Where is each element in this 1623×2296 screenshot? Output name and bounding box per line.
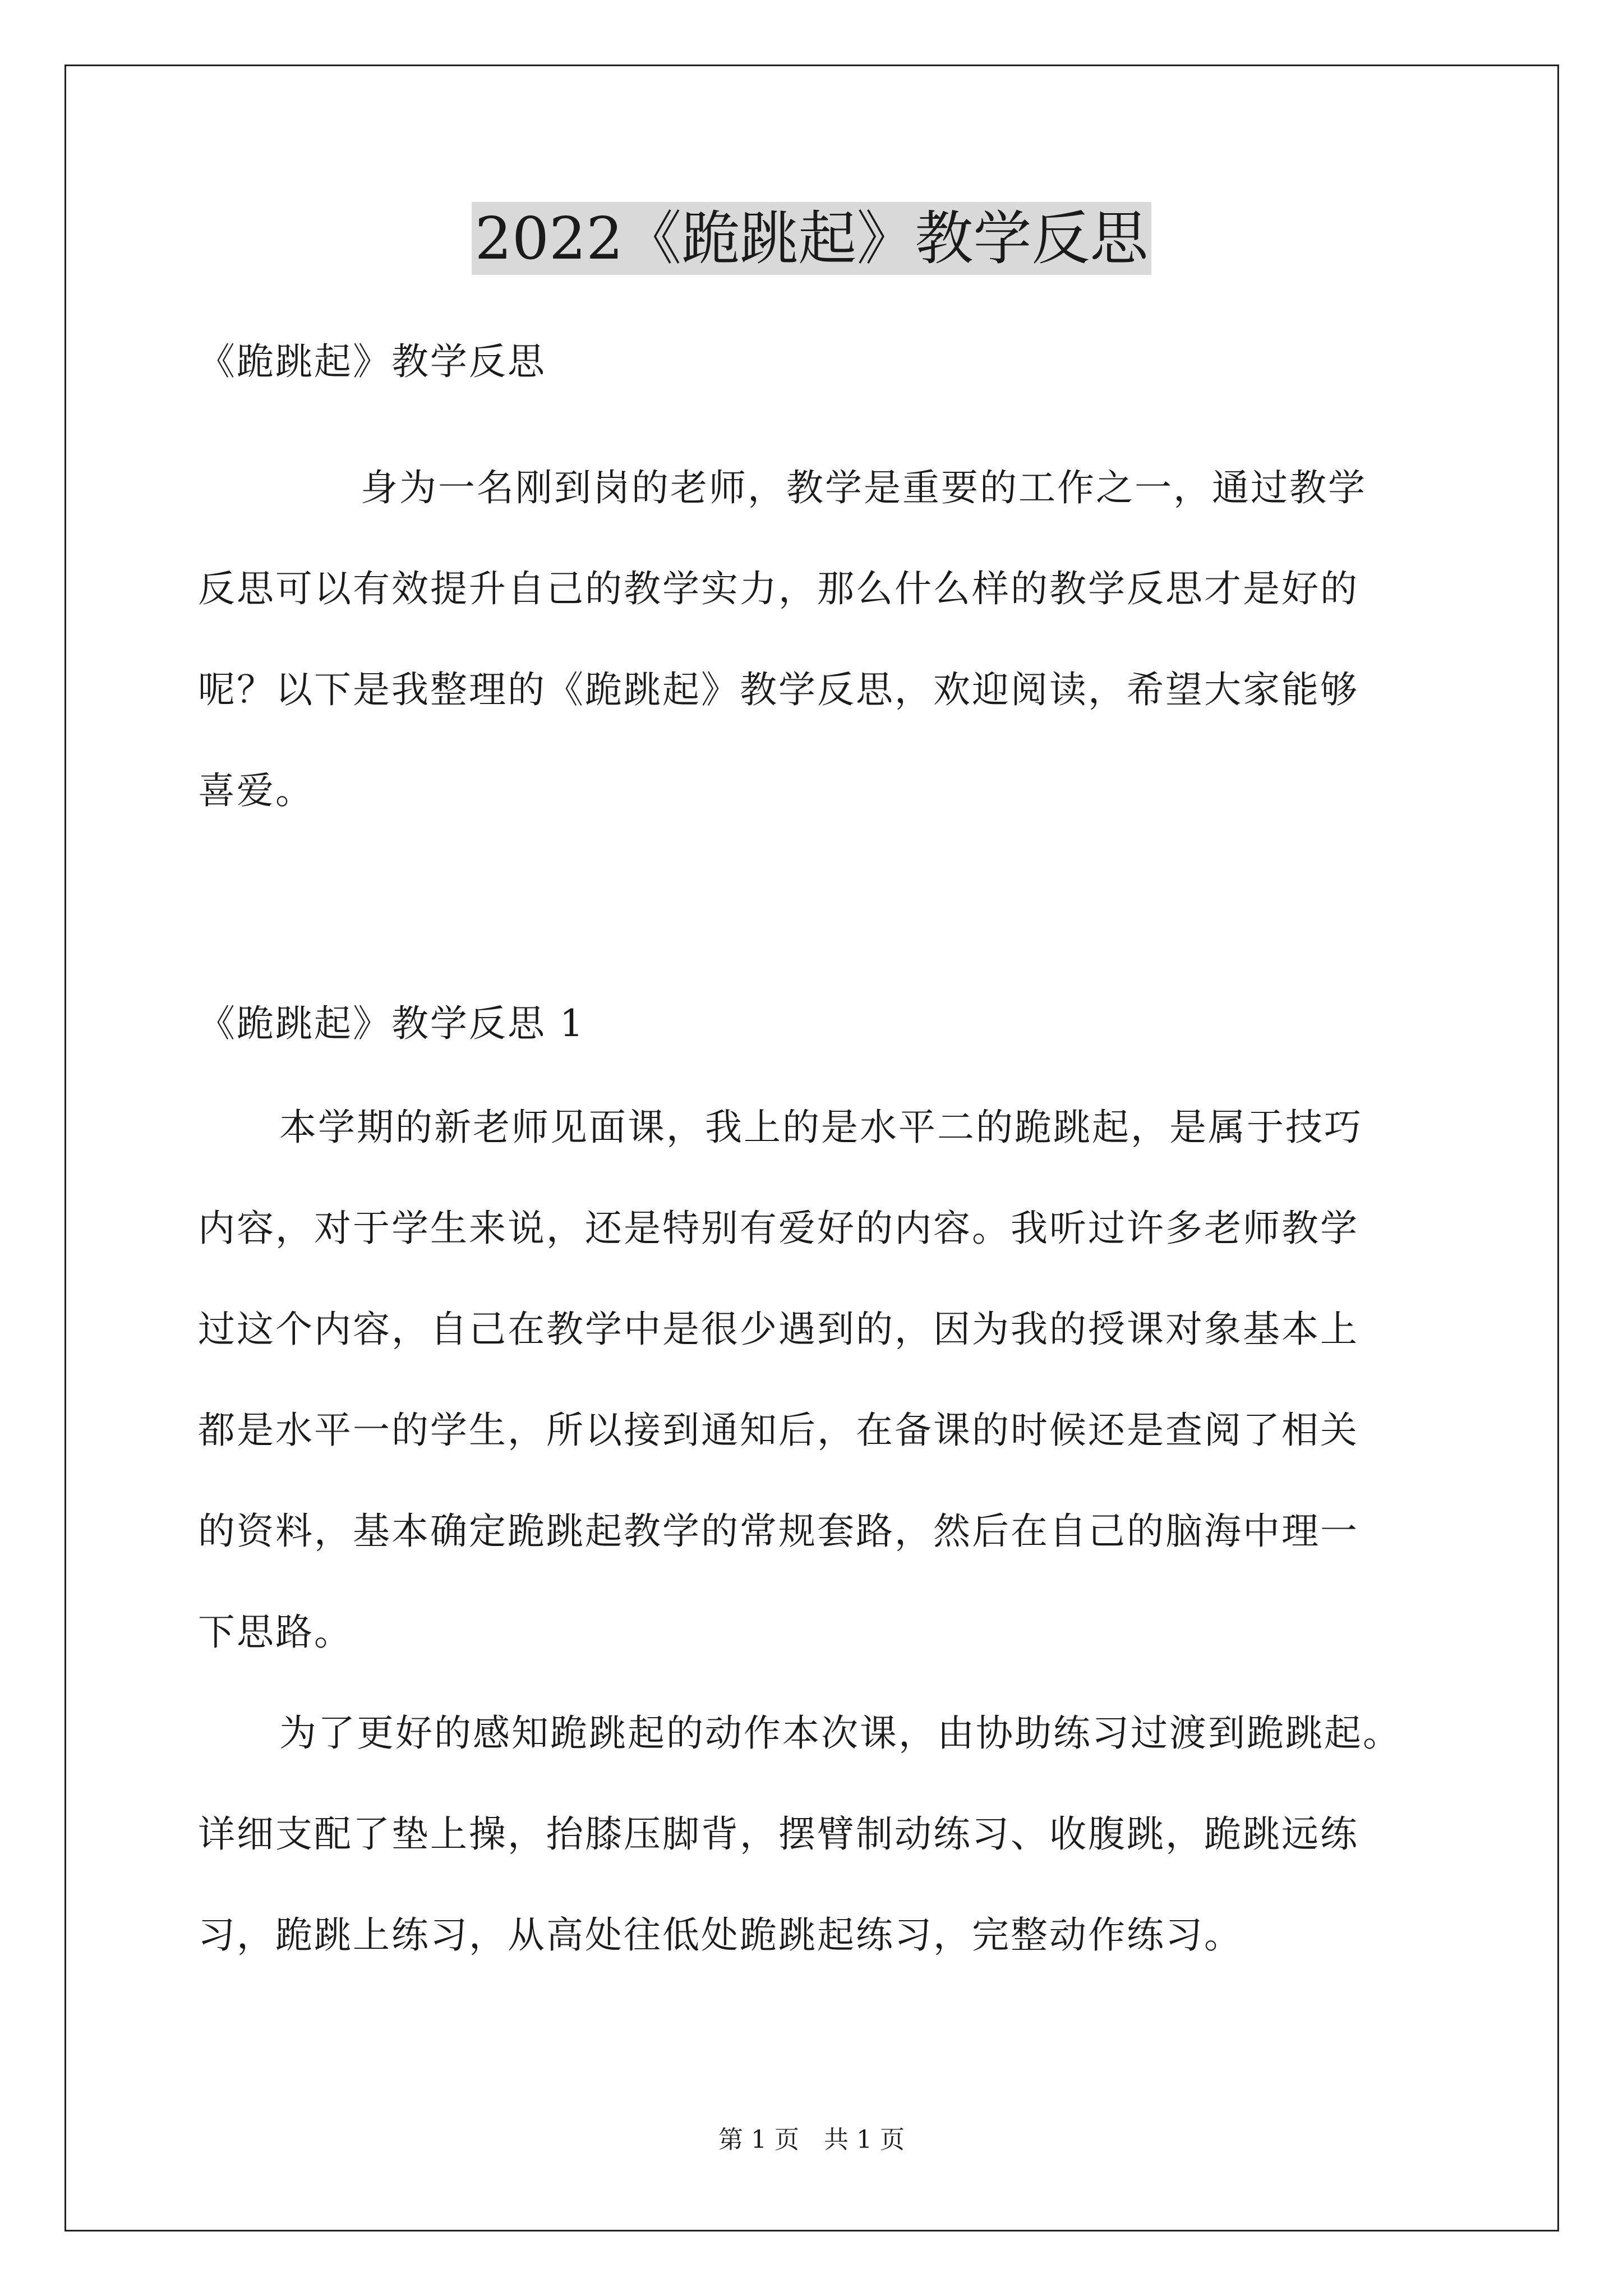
paragraph-line: 过这个内容，自己在教学中是很少遇到的，因为我的授课对象基本上 (198, 1308, 1359, 1351)
paragraph-line: 详细支配了垫上操，抬膝压脚背，摆臂制动练习、收腹跳，跪跳远练 (198, 1812, 1359, 1856)
document-title: 2022《跪跳起》教学反思 (0, 199, 1623, 278)
paragraph-line: 本学期的新老师见面课，我上的是水平二的跪跳起，是属于技巧 (279, 1106, 1363, 1149)
paragraph-line: 内容，对于学生来说，还是特别有爱好的内容。我听过许多老师教学 (198, 1207, 1359, 1250)
subtitle: 《跪跳起》教学反思 (198, 340, 546, 383)
paragraph-line: 的资料，基本确定跪跳起教学的常规套路，然后在自己的脑海中理一 (198, 1510, 1359, 1553)
intro-line: 呢？以下是我整理的《跪跳起》教学反思，欢迎阅读，希望大家能够 (198, 668, 1359, 711)
intro-line: 喜爱。 (198, 769, 314, 812)
paragraph-line: 都是水平一的学生，所以接到通知后，在备课的时候还是查阅了相关 (198, 1409, 1359, 1452)
page-footer: 第 1 页 共 1 页 (718, 2125, 905, 2154)
paragraph-line: 为了更好的感知跪跳起的动作本次课，由协助练习过渡到跪跳起。 (279, 1711, 1401, 1755)
intro-line: 反思可以有效提升自己的教学实力，那么什么样的教学反思才是好的 (198, 567, 1359, 610)
paragraph-line: 习，跪跳上练习，从高处往低处跪跳起练习，完整动作练习。 (198, 1913, 1243, 1957)
paragraph-line: 下思路。 (198, 1611, 353, 1654)
section-heading: 《跪跳起》教学反思 1 (198, 1002, 585, 1045)
intro-line: 身为一名刚到岗的老师，教学是重要的工作之一，通过教学 (361, 466, 1367, 509)
